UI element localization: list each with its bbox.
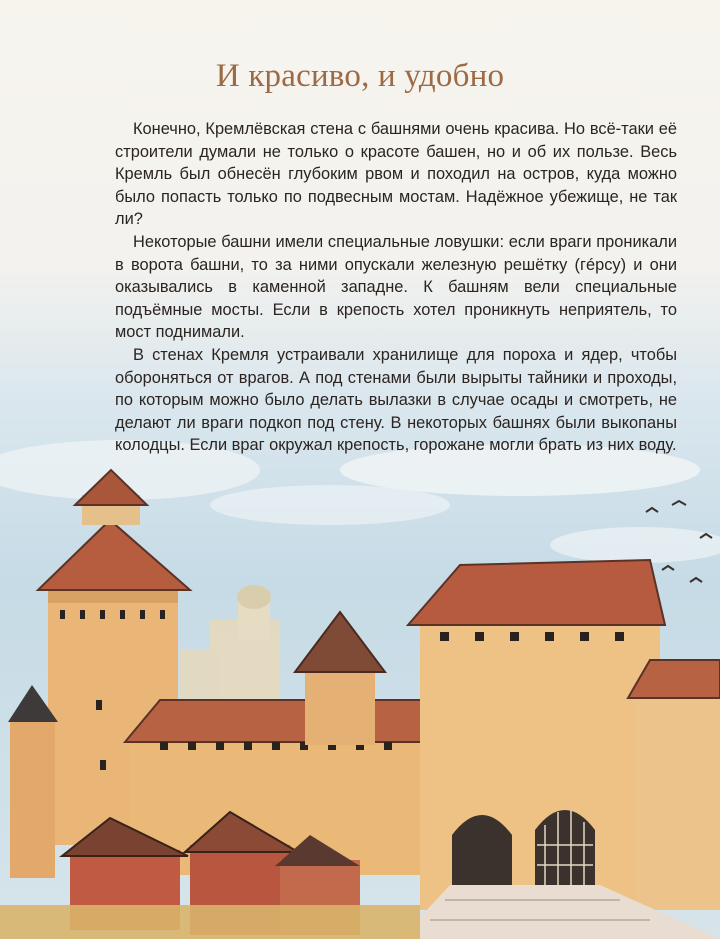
right-building — [628, 660, 720, 910]
middle-turret — [295, 612, 385, 745]
article-body — [115, 118, 677, 457]
birds-icon — [646, 501, 712, 582]
page-title: И красиво, и удобно — [215, 58, 505, 94]
small-left-tower — [8, 685, 58, 878]
gate-tower — [408, 560, 665, 910]
paragraph-1: Конечно, Кремлёвская стена с башнями очень красива. Но всё-таки её строители думали не только о красоте башен, но и об их пользе. Весь Кремль был обнесён глубоким рвом и походил на остров, куда можно было попасть только по подвесным мостам. Надёжное убежище, не так ли? — [115, 120, 677, 229]
distant-church — [180, 585, 280, 710]
kremlin-illustration — [0, 440, 720, 939]
paragraph-3: В стенах Кремля устраивали хранилище для пороха и ядер, чтобы обороняться от врагов. А под стенами были вырыты тайники и проходы, по которым можно было делать вылазки в случае осады и смотреть, не делают ли враги подкоп под стену. В некоторых башнях были выкопаны колодцы. Если враг окружал крепость, горожане могли брать из них воду. — [115, 345, 677, 455]
paragraph-2: Некоторые башни имели специальные ловушки: если враги проникали в ворота башни, то за ними опускали железную решётку (гéрсу) и они оказывались в каменной западне. К башням вели специальные подъёмные мосты. Если в крепость хотел проникнуть неприятель, то мост поднимали. — [115, 232, 677, 342]
ground — [0, 905, 420, 939]
